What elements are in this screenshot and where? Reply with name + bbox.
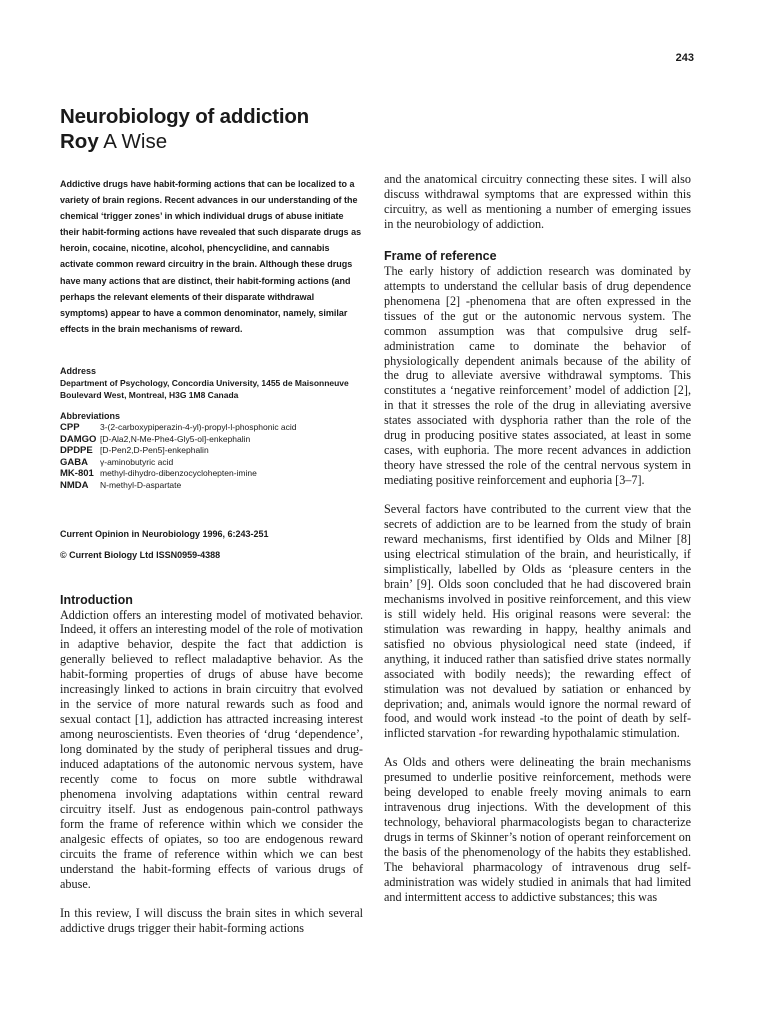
continuation-paragraph: and the anatomical circuitry connecting these sites. I will also discuss withdrawal symptoms that are expressed within this circuitry, as well as mentioning a number of emerging issues in the neurobiology of addiction. [384, 172, 691, 231]
frame-of-reference-heading: Frame of reference [384, 248, 497, 263]
abbreviation-definition: N-methyl-D-aspartate [100, 479, 182, 490]
abbreviation-row [60, 457, 297, 469]
title-block [60, 104, 380, 154]
author-given: A Wise [98, 130, 168, 153]
address-label: Address [60, 365, 97, 376]
abbreviation-row [60, 434, 297, 446]
abbreviation-row [60, 445, 297, 457]
author-surname: Roy [60, 130, 99, 153]
frame-paragraph: As Olds and others were delineating the brain mechanisms presumed to underlie positive reinforcement, methods were being developed to enable freely moving animals to earn intravenous drug injections. With the development of this technology, behavioral pharmacologists began to characterize drugs in terms of Skinner’s notion of operant reinforcement on the basis of the phenomenology of the habits they established. The behavioral pharmacology of intravenous drug self-administration was widely studied in animals that had limited and intermittent access to addictive substances; this was [384, 755, 691, 904]
abbreviation-definition: [D-Ala2,N-Me-Phe4-Gly5-ol]-enkephalin [100, 433, 251, 444]
author-line [60, 129, 380, 154]
abbreviation-row [60, 422, 297, 434]
article-title: Neurobiology of addiction [60, 105, 309, 128]
abbreviation-definition: [D-Pen2,D-Pen5]-enkephalin [100, 445, 209, 456]
abbreviation-definition: γ-aminobutyric acid [100, 456, 174, 467]
abbreviation-term: CPP [60, 421, 80, 433]
copyright-line: © Current Biology Ltd ISSN0959-4388 [60, 549, 221, 560]
abbreviation-row [60, 468, 297, 480]
page-number: 243 [675, 52, 694, 64]
abbreviation-definition: methyl-dihydro-dibenzocyclohepten-imine [100, 468, 257, 479]
abbreviations-table [60, 422, 297, 492]
abbreviation-row [60, 480, 297, 492]
frame-paragraph: Several factors have contributed to the current view that the secrets of addiction are to be learned from the study of brain reward mechanisms, first identified by Olds and Milner [8] using electrical stimulation of the brain, and heuristically, if simplistically, labelled by Olds as ‘pleasure centers in the brain’ [9]. Olds soon concluded that he had discovered brain mechanisms involved in positive reinforcement, and this view is still widely held. His original reasons were several: the stimulation was rewarding in happy, healthy animals and satisfied no obvious physiological need state (indeed, if anything, it induced rather than satisfied drive states normally associated with bodily needs); the rewarding effect of stimulation was not devalued by satiation or enhanced by deprivation; and, animals would ignore the normal reward of food, and would work instead -to the point of death by self-inflicted starvation -for rewarding hypothalamic stimulation. [384, 502, 691, 741]
introduction-heading: Introduction [60, 592, 133, 607]
frame-paragraph: The early history of addiction research was dominated by attempts to understand the cellular basis of drug dependence phenomena [2] -phenomena that are often expressed in the tissues of the gut or the autonomic nervous system. The common assumption was that compulsive drug self-administration came to dominate the behavior of physiologically dependent animals because of the ability of the drug to alleviate aversive withdrawal symptoms. This constitutes a ‘negative reinforcement’ model of addiction [2], in that it stresses the role of the drug in alleviating aversive states associated with dysphoria rather than the role of the drug in producing positive states associated, at least in some cases, with euphoria. The more recent advances in addiction theory have stressed the role of the central nervous system in mediating positive reinforcement and euphoria [3–7]. [384, 263, 691, 488]
abbreviation-term: MK-801 [60, 468, 94, 480]
abbreviation-definition: 3-(2-carboxypiperazin-4-yl)-propyl-l-phosphonic acid [100, 421, 297, 432]
introduction-paragraph: In this review, I will discuss the brain sites in which several addictive drugs trigger their habit-forming actions [60, 905, 363, 935]
journal-citation: Current Opinion in Neurobiology 1996, 6:243-251 [60, 528, 269, 539]
abstract: Addictive drugs have habit-forming actions that can be localized to a variety of brain regions. Recent advances in our understanding of the chemical ‘trigger zones’ in which individual drugs of abuse initiate their habit-forming actions have revealed that such disparate drugs as heroin, cocaine, nicotine, alcohol, phencyclidine, and cannabis activate common reward circuitry in the brain. Although these drugs have many actions that are distinct, their habit-forming actions (and perhaps the relevant elements of their disparate withdrawal symptoms) appear to have a common denominator, namely, similar effects in the brain mechanisms of reward. [60, 179, 362, 334]
right-column [384, 172, 691, 905]
abbreviation-term: DAMGO [60, 433, 97, 445]
left-column [60, 176, 363, 936]
address-text: Department of Psychology, Concordia University, 1455 de Maisonneuve Boulevard West, Montreal, H3G 1M8 Canada [60, 377, 349, 401]
introduction-paragraph: Addiction offers an interesting model of motivated behavior. Indeed, it offers an interesting model of the role of motivation in adaptive behavior, despite the fact that addiction is generally believed to reflect maladaptive behavior. As the habit-forming properties of drugs of abuse have become increasingly linked to actions in brain circuitry that evolved in the service of more natural rewards such as food and sexual contact [1], addiction has attracted increasing interest among neuroscientists. Even theories of ‘drug ‘dependence’, long dominated by the study of peripheral tissues and drug-induced adaptations of the autonomic nervous system, have recently come to focus on more subtle withdrawal phenomena involving adaptations within central reward circuitry itself. Just as endogenous pain-control pathways form the frame of reference within which we consider the analgesic effects of opiates, so too are endogenous reward circuits the frame of reference within which we can best understand the habit-forming effects of various drugs of abuse. [60, 607, 363, 891]
abbreviations-label: Abbreviations [60, 410, 121, 421]
abbreviation-term: NMDA [60, 479, 89, 491]
abbreviation-term: DPDPE [60, 445, 93, 457]
abbreviation-term: GABA [60, 456, 88, 468]
